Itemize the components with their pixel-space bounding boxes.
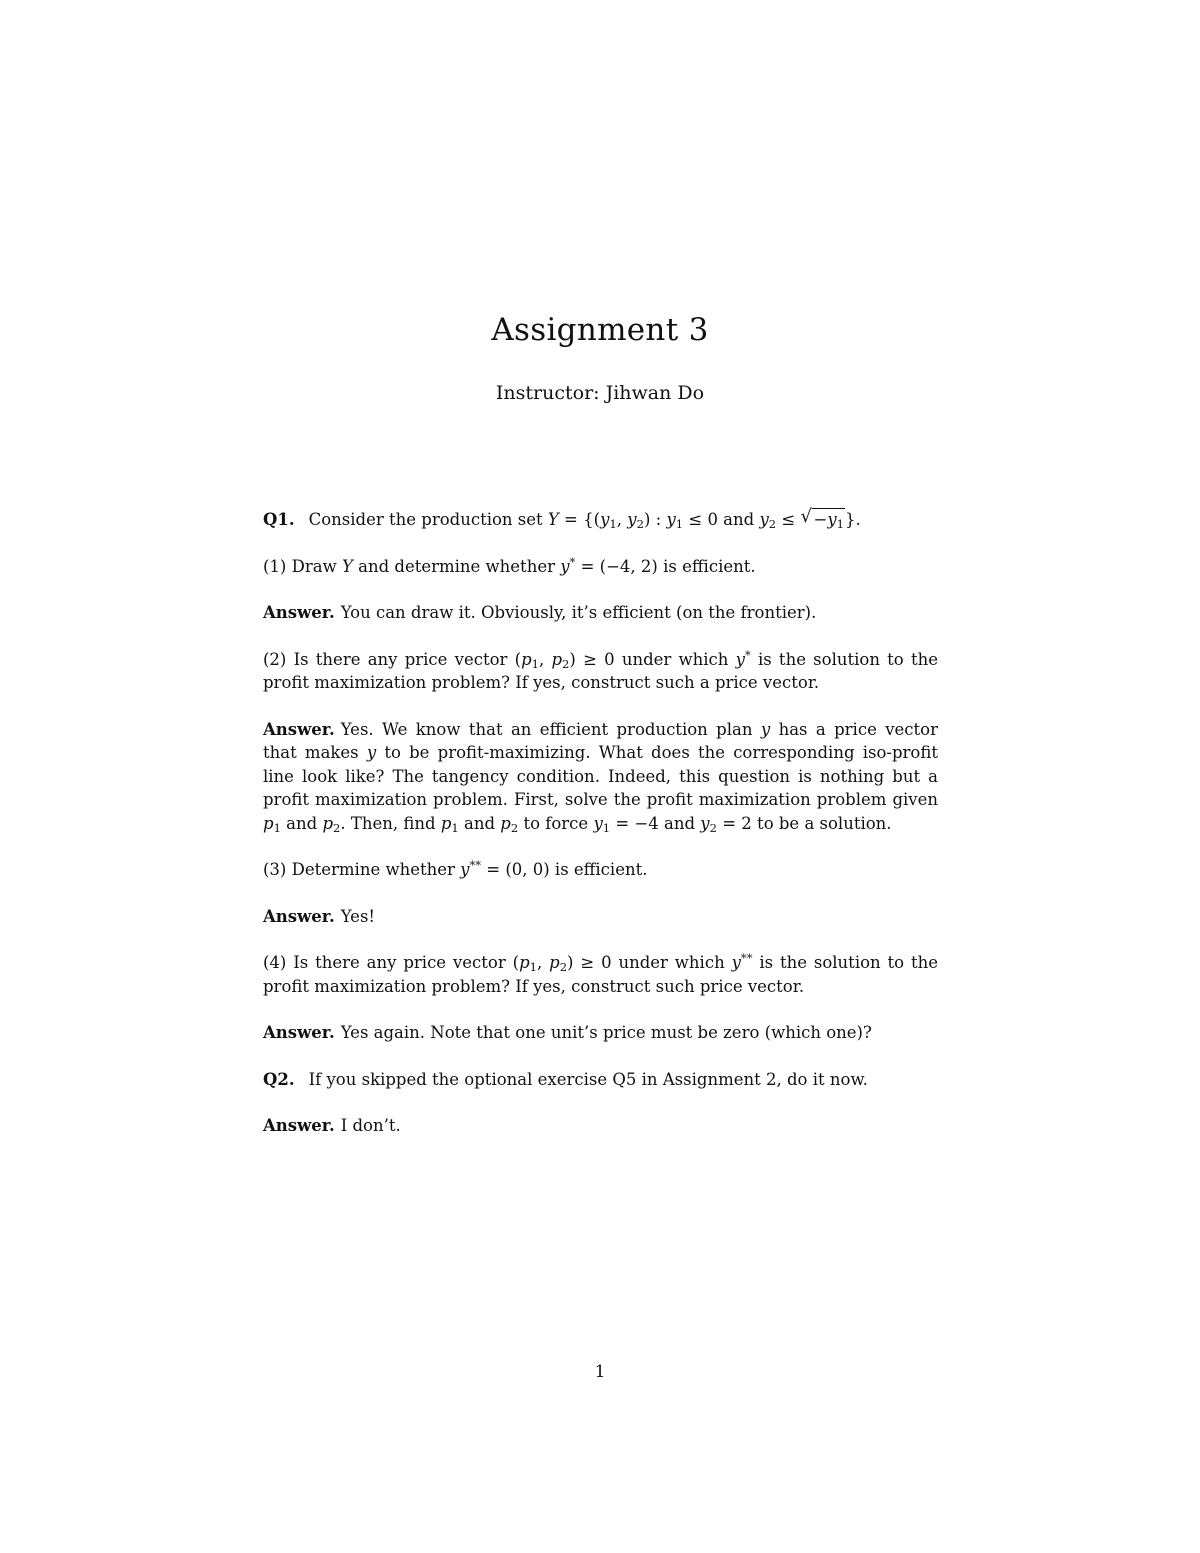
subquestion-4: (4) Is there any price vector ($p_1$, $p_2) \ge 0$ under which y** is the solution to the profit maximization problem? If yes, construct such price vector. — [263, 951, 938, 996]
subquestion-3: (3) Determine whether y** = (0, 0) is efficient. — [263, 858, 648, 879]
price-vector-formula: ($p_1$, $p_2) \ge 0$ — [514, 649, 615, 671]
question-text: Consider the production set — [308, 510, 548, 529]
answer-text: You can draw it. Obviously, it’s efficient (on the frontier). — [340, 603, 817, 622]
answer-text: Yes again. Note that one unit’s price must be zero (which one)? — [340, 1023, 872, 1042]
answer-label: Answer. — [263, 603, 335, 622]
price-vector-formula: ($p_1$, $p_2) \ge 0$ — [512, 953, 612, 974]
origin-plan-formula: y** = (0, 0) — [460, 858, 550, 879]
subquestion-1: (1) Draw Y and determine whether y* = (−4, 2) is efficient. — [263, 554, 756, 576]
answer-label: Answer. — [263, 719, 335, 739]
answer-q2 — [263, 1114, 938, 1138]
document-title: Assignment 3 — [491, 312, 709, 348]
question-q2 — [263, 1068, 938, 1092]
answer-label: Answer. — [263, 906, 335, 926]
set-symbol: Y — [341, 556, 353, 576]
plan-symbol: y** — [731, 951, 753, 972]
answer-text: Yes! — [340, 906, 376, 926]
question-label: Q2. — [263, 1069, 295, 1089]
answer-label: Answer. — [263, 1023, 335, 1042]
page-number: 1 — [594, 1362, 606, 1382]
production-set-formula: $Y = \{(y_1$, $y_2$) : $y_1 \le 0$ and $y_2$ ≤ √ $-y_1$} — [547, 506, 856, 531]
plan-formula: y* = (−4, 2) — [560, 554, 658, 576]
plan-symbol: y* — [735, 647, 751, 669]
subquestion-2: (2) Is there any price vector ($p_1$, $p_2) \ge 0$ under which y* is the solution to the profit maximization problem? If yes, construct such a price vector. — [263, 647, 938, 692]
document-body — [263, 508, 938, 1161]
question-q1: Q1. Consider the production set $Y = \{(y_1$, $y_2$) : $y_1 \le 0$ and $y_2$ ≤ √ $-y_1$}. — [263, 506, 861, 531]
question-text: If you skipped the optional exercise Q5 in Assignment 2, do it now. — [308, 1069, 868, 1089]
answer-label: Answer. — [263, 1116, 335, 1135]
answer-4 — [263, 1021, 938, 1045]
document-author: Instructor: Jihwan Do — [495, 382, 705, 404]
answer-text: I don’t. — [340, 1116, 401, 1135]
question-label: Q1. — [263, 510, 295, 529]
answer-2: Answer. Yes. We know that an efficient production plan y has a price vector that makes y to be profit-maximizing. What does the corresponding iso-profit line look like? The tangency condition. Indeed, this question is nothing but a profit maximization problem. First, solve the profit maximization problem given $p_1$ and $p_2$. Then, find $p_1$ and $p_2$ to force $y_1 = -4$ and $y_2 = 2$ to be a solution. — [263, 719, 938, 835]
answer-3 — [263, 905, 938, 929]
answer-1 — [263, 601, 938, 625]
